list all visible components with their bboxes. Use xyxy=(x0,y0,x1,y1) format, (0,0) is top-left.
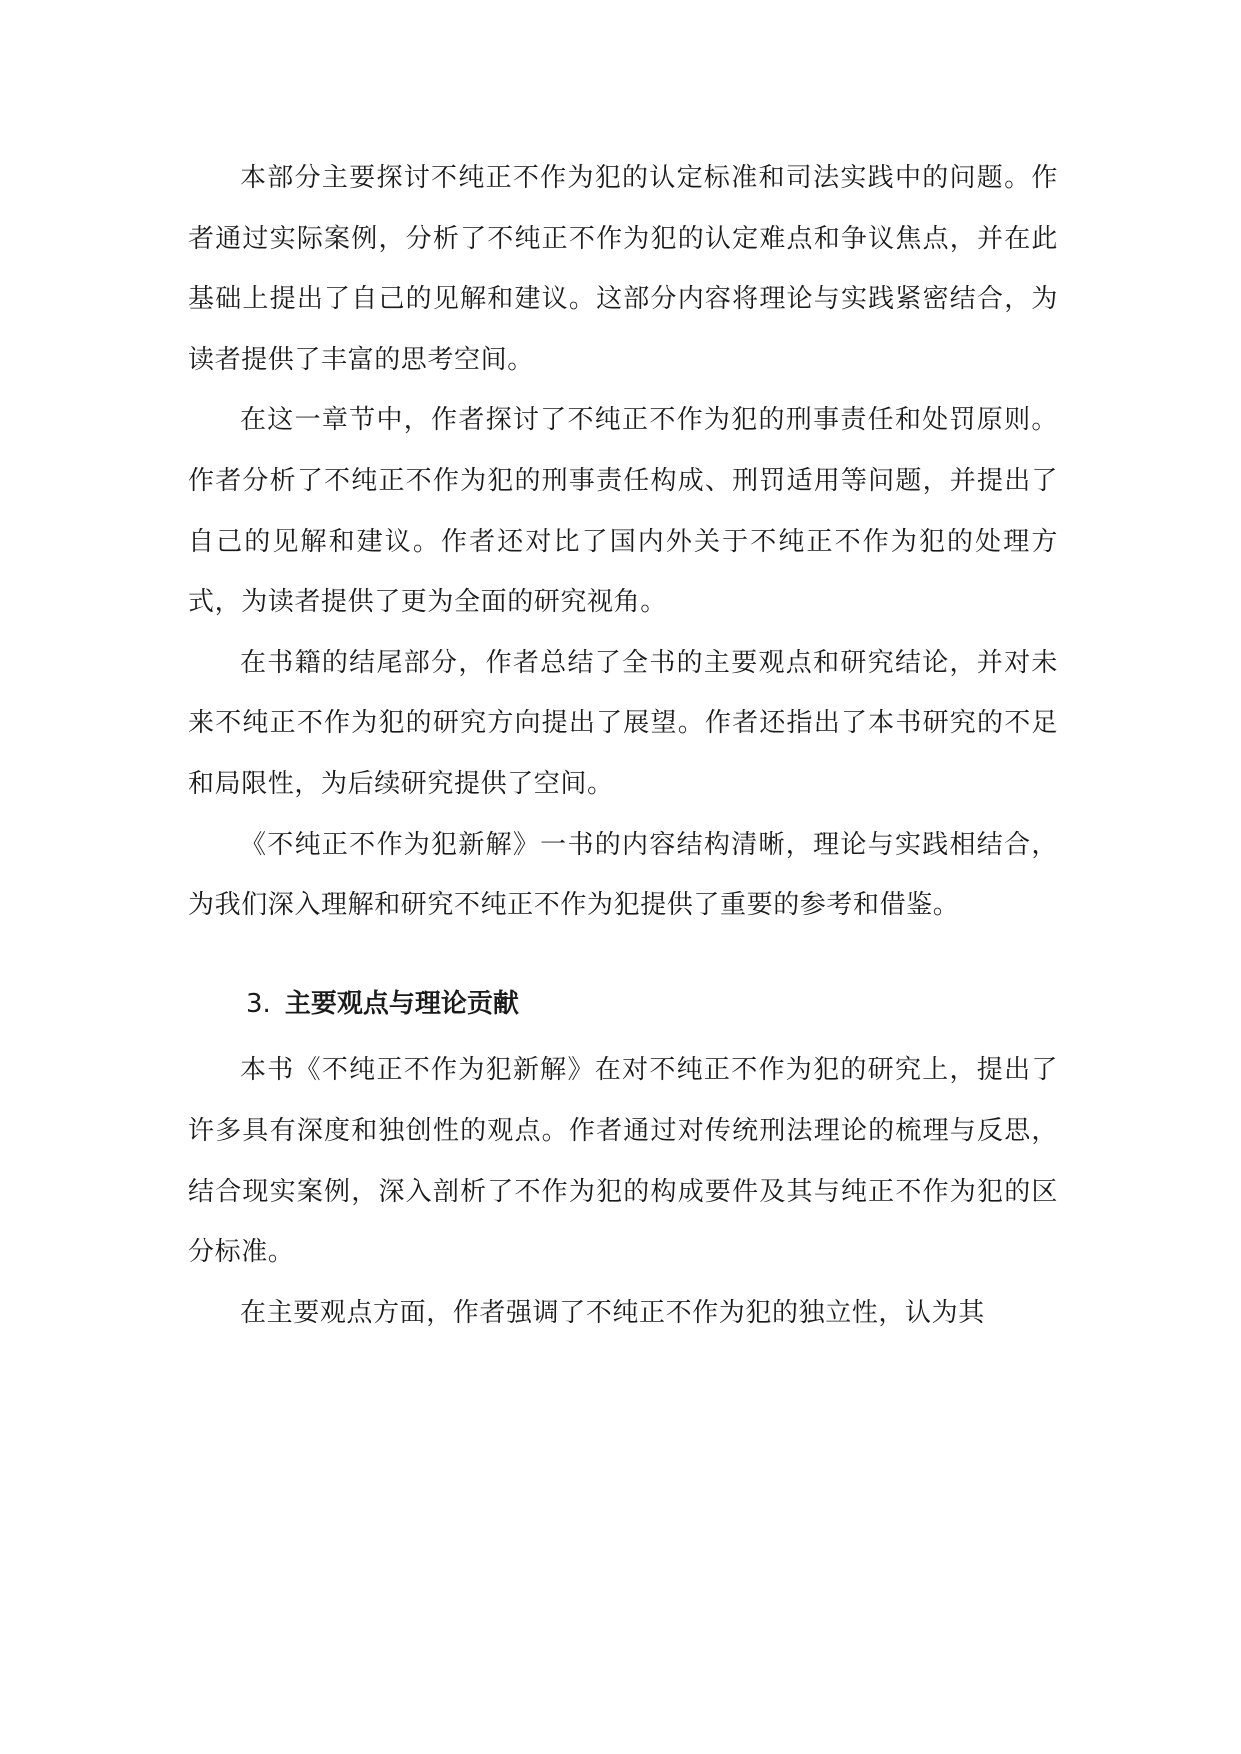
body-paragraph: 《不纯正不作为犯新解》一书的内容结构清晰，理论与实践相结合，为我们深入理解和研究不纯正不作为犯提供了重要的参考和借鉴。 xyxy=(188,829,1058,921)
section-heading xyxy=(188,974,1058,1035)
section-title: 主要观点与理论贡献 xyxy=(284,988,519,1019)
body-paragraph: 在主要观点方面，作者强调了不纯正不作为犯的独立性，认为其 xyxy=(240,1297,985,1328)
document-page xyxy=(188,148,1058,1343)
section-number: 3. xyxy=(246,988,271,1019)
body-paragraph: 在这一章节中，作者探讨了不纯正不作为犯的刑事责任和处罚原则。作者分析了不纯正不作为犯的刑事责任构成、刑罚适用等问题，并提出了自己的见解和建议。作者还对比了国内外关于不纯正不作为犯的处理方式，为读者提供了更为全面的研究视角。 xyxy=(188,405,1058,618)
body-paragraph: 在书籍的结尾部分，作者总结了全书的主要观点和研究结论，并对未来不纯正不作为犯的研究方向提出了展望。作者还指出了本书研究的不足和局限性，为后续研究提供了空间。 xyxy=(188,647,1058,799)
body-paragraph: 本部分主要探讨不纯正不作为犯的认定标准和司法实践中的问题。作者通过实际案例，分析了不纯正不作为犯的认定难点和争议焦点，并在此基础上提出了自己的见解和建议。这部分内容将理论与实践紧密结合，为读者提供了丰富的思考空间。 xyxy=(188,163,1058,375)
body-paragraph: 本书《不纯正不作为犯新解》在对不纯正不作为犯的研究上，提出了许多具有深度和独创性的观点。作者通过对传统刑法理论的梳理与反思，结合现实案例，深入剖析了不作为犯的构成要件及其与纯正不作为犯的区分标准。 xyxy=(188,1055,1058,1268)
